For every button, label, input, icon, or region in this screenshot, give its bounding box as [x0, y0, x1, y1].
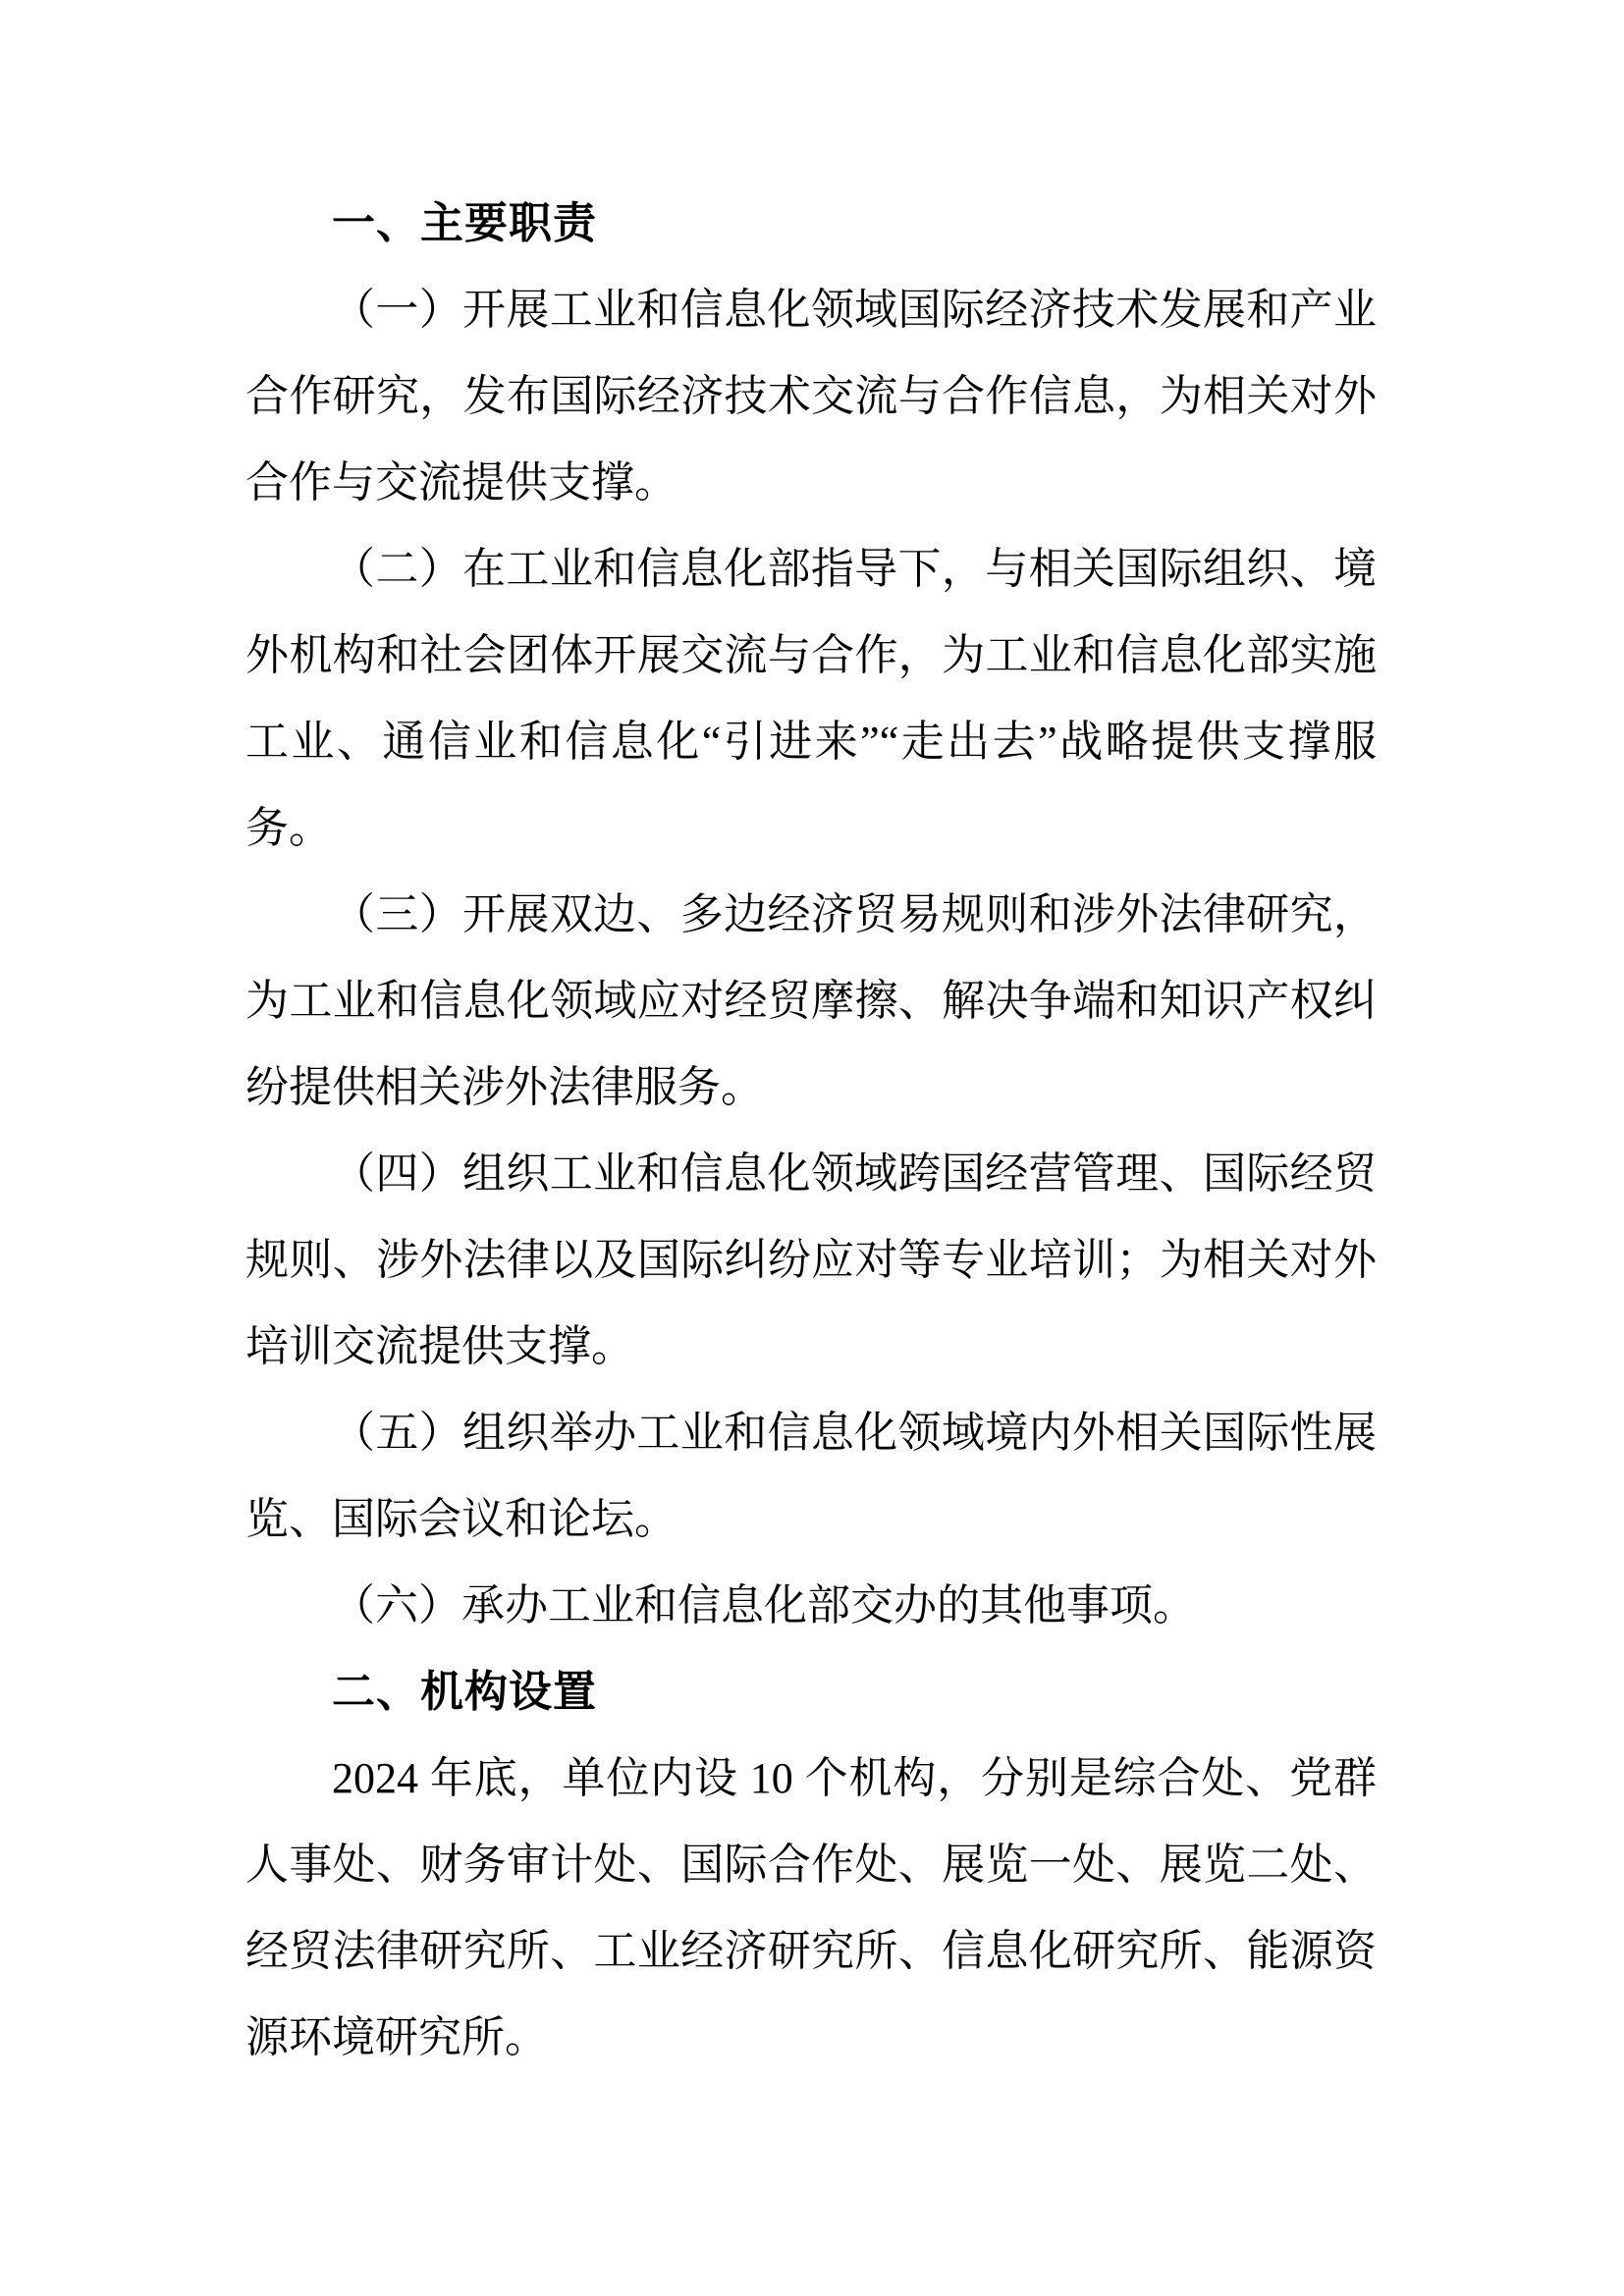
paragraph-duty-1: （一）开展工业和信息化领域国际经济技术发展和产业合作研究，发布国际经济技术交流与合作信息，为相关对外合作与交流提供支撑。 [245, 286, 1377, 507]
paragraph-duty-6: （六）承办工业和信息化部交办的其他事项。 [332, 1581, 1196, 1629]
paragraph-duty-4: （四）组织工业和信息化领域跨国经营管理、国际经贸规则、涉外法律以及国际纠纷应对等专业培训；为相关对外培训交流提供支撑。 [245, 1149, 1377, 1370]
paragraph-org-structure: 2024 年底，单位内设 10 个机构，分别是综合处、党群人事处、财务审计处、国际合作处、展览一处、展览二处、经贸法律研究所、工业经济研究所、信息化研究所、能源资源环境研究所。 [245, 1754, 1377, 2061]
paragraph-duty-2: （二）在工业和信息化部指导下，与相关国际组织、境外机构和社会团体开展交流与合作，为工业和信息化部实施工业、通信业和信息化“引进来”“走出去”战略提供支撑服务。 [245, 545, 1377, 852]
paragraph-duty-3: （三）开展双边、多边经济贸易规则和涉外法律研究，为工业和信息化领域应对经贸摩擦、解决争端和知识产权纠纷提供相关涉外法律服务。 [245, 890, 1377, 1111]
section-heading-org-structure: 二、机构设置 [332, 1668, 597, 1716]
section-heading-main-duties: 一、主要职责 [332, 199, 597, 247]
paragraph-duty-5: （五）组织举办工业和信息化领域境内外相关国际性展览、国际会议和论坛。 [245, 1409, 1377, 1543]
document-text-block [245, 181, 1377, 2081]
